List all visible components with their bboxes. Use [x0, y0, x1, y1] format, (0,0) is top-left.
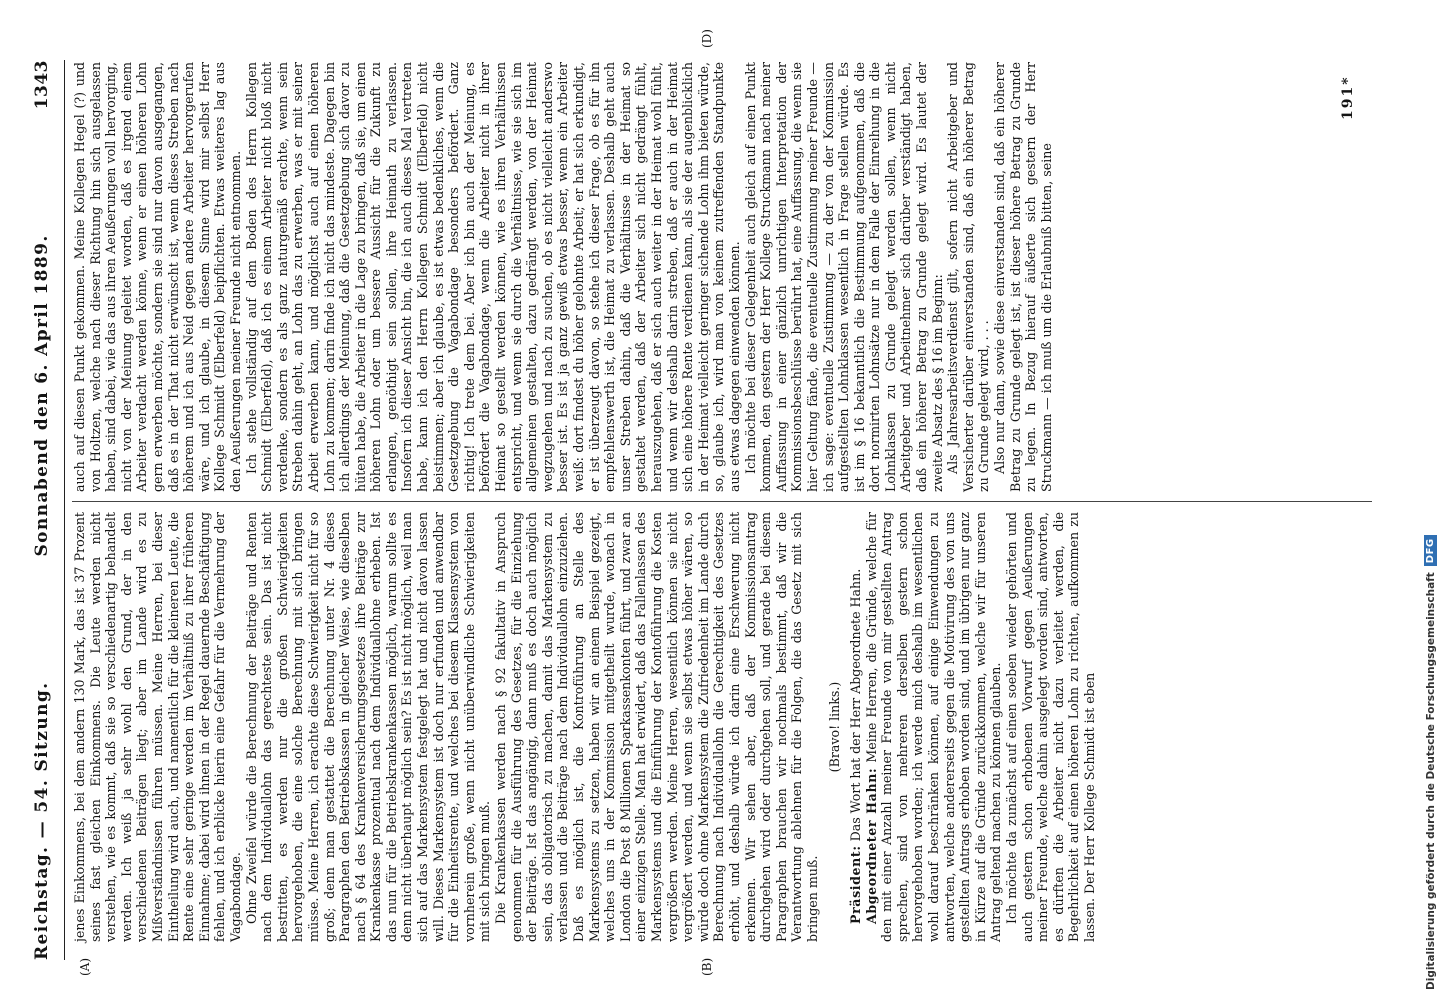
- right-column: [72, 62, 1412, 492]
- header-rule: [64, 60, 65, 960]
- hahn-paragraph-1: [864, 512, 1004, 942]
- president-speaker-label: Präsident:: [848, 845, 864, 924]
- signature-mark: 191*: [1340, 75, 1356, 120]
- attribution-text: Digitalisierung gefördert durch die Deutsche Forschungsgemeinschaft: [1424, 572, 1437, 990]
- right-quote: Als Jahresarbeitsverdienst gilt, sofern nicht Arbeitgeber und Versicherter darüber einverstanden sind, daß ein höherer Betrag zu Grunde gelegt wird, . . .: [945, 62, 992, 492]
- president-statement: [848, 512, 864, 942]
- left-paragraph-3: Die Krankenkassen werden nach § 92 fakultativ in Anspruch genommen für die Ausführung des Gesetzes, für die Einziehung der Beiträge. Ist das angängig, dann muß es doch auch möglich sein, das obligatorisch zu machen, damit das Markensystem zu verlassen und die Beiträge nach dem Individuallohn einzuziehen. Daß es möglich ist, die Kontroführung an Stelle des Markensystems zu setzen, haben wir an einem Beispiel gezeigt, welches uns in der Kommission mitgetheilt wurde, wonach in London die Post 8 Millionen Sparkassenkonten führt, und zwar an einer einzigen Stelle. Man hat erwidert, daß das Fallenlassen des Markensystems und die Einführung der Kontoführung die Kosten vergrößern werden. Meine Herren, wesentlich können sie nicht vergrößert werden, und wenn sie selbst etwas höher wären, so würde doch ohne Markensystem die Zufriedenheit im Lande durch Berechnung nach Individuallohn die Gerechtigkeit des Gesetzes erhöht, und deshalb würde ich darin eine Erschwerung nicht erkennen. Wir sehen aber, daß der Kommissionsantrag durchgehen wird oder durchgehen soll, und gerade bei diesem Paragraphen brauchen wir nochmals bestimmt, daß wir die Verantwortung ablehnen für die Folgen, die das Gesetz mit sich bringen muß.: [493, 512, 820, 942]
- right-paragraph-3: Ich möchte bei dieser Gelegenheit auch gleich auf einen Punkt kommen, den gestern der Herr Kollege Struckmann nach meiner Auffassung in einer gänzlich unrichtigen Interpretation der Kommissionsbeschlüsse berührt hat, eine Auffassung, die wenn sie hier Geltung fände, die eventuelle Zustimmung meiner Freunde — ich sage: eventuelle Zustimmung — zu der von der Kommission aufgestellten Lohnklassen wesentlich in Frage stellen würde. Es ist im § 16 bekanntlich die Bestimmung aufgenommen, daß die dort normirten Lohnsätze nur in dem Falle der Einreihung in die Lohnklassen zu Grunde gelegt werden sollen, wenn nicht Arbeitgeber und Arbeitnehmer sich darüber verständigt haben, daß ein höherer Betrag zu Grunde gelegt wird. Es lautet der zweite Absatz des § 16 im Beginn:: [742, 62, 945, 492]
- right-paragraph-1: auch auf diesen Punkt gekommen. Meine Kollegen Hegel (?) und von Holtzen, welche nach dieser Richtung hin sich ausgelassen haben, sind dabei, wie das aus ihren Aeußerungen voll hervorging, nicht von der Meinung geleitet worden, daß es irgend einem Arbeiter verdacht werden könne, wenn er einen höheren Lohn gern erwerben möchte, sondern sie sind nur davon ausgegangen, daß es in der That nicht erwünscht ist, wenn dieses Streben nach höherem und ich aus Neid gegen andere Arbeiter hervorgerufen wäre, und ich glaube, in diesem Sinne wird mir selbst Herr Kollege Schmidt (Elberfeld) beipflichten. Etwas weiteres lag aus den Aeußerungen meiner Freunde nicht entnommen.: [72, 62, 243, 492]
- running-head-title: Reichstag. — 54. Sitzung.: [32, 681, 52, 960]
- left-paragraph-2: Ohne Zweifel würde die Berechnung der Beiträge und Renten nach dem Individuallohn das gerechteste sein. Das ist nicht bestritten, es werden nur die großen Schwierigkeiten hervorgehoben, die eine solche Berechnung mit sich bringen müsse. Meine Herren, ich erachte diese Schwierigkeit nicht für so groß; denn man gestattet die Berechnung unter Nr. 4 dieses Paragraphen den Betriebskassen in gleicher Weise, wie dieselben nach § 64 des Krankenversicherungsgesetzes ihre Beiträge zur Krankenkasse prozentual nach dem Individuallohne erheben. Ist das nun für die Betriebskrankenkassen möglich, warum sollte es denn nicht überhaupt möglich sein? Es ist nicht möglich, weil man sich auf das Markensystem festgelegt hat und nicht davon lassen will. Dieses Markensystem ist doch nur erfunden und anwendbar für die Einheitsrente, und welches bei diesem Klassensystem von vornherein große, wenn nicht unüberwindliche Schwierigkeiten mit sich bringen muß.: [243, 512, 493, 942]
- right-paragraph-2: Ich stehe vollständig auf dem Boden des Herrn Kollegen Schmidt (Elberfeld), daß ich es einem Arbeiter nicht bloß nicht verdenke, sondern es als ganz naturgemäß erachte, wenn sein Streben dahin geht, an Lohn das zu erwerben, was er mit seiner Arbeit erwerben kann, und möglichst auch auf einen höheren Lohn zu kommen; darin finde ich nicht das mindeste. Dagegen bin ich allerdings der Meinung, daß die Gesetzgebung sich davor zu hüten habe, die Arbeiter in die Lage zu bringen, daß sie, um einen höheren Lohn oder um bessere Aussicht für die Zukunft zu erlangen, genöthigt sein sollen, ihre Heimath zu verlassen. Insofern ich dieser Ansicht bin, die ich auch dieses Mal vertreten habe, kann ich den Herrn Kollegen Schmidt (Elberfeld) nicht beistimmen; aber ich glaube, es ist etwas bedenkliches, wenn die Gesetzgebung die Vagabondage besonders befördert. Ganz richtig! Ich trete dem bei. Aber ich bin auch der Meinung, es befördert die Vagabondage, wenn die Arbeiter nicht in ihrer Heimat so gestellt werden können, wie es ihren Verhältnissen entspricht, und wenn sie durch die Verhältnisse, wie sie sich im allgemeinen gestalten, dazu gedrängt werden, von der Heimat wegzugehen und nach zu suchen, ob es nicht vielleicht anderswo besser ist. Es ist ja ganz gewiß etwas besser, wenn ein Arbeiter weiß: dort findest du höher gelohnte Arbeit; er hat sich erkundigt, er ist überzeugt davon, so stehe ich dieser Frage, ob es für ihn empfehlenswerth ist, die Heimat zu verlassen. Deshalb geht auch unser Streben dahin, daß die Verhältnisse in der Heimat so gestaltet werden, daß der Arbeiter sich nicht gedrängt fühlt, herauszugehen, daß er sich auch weiter in der Heimat wohl fühlt, und wenn wir deshalb darin streben, daß er auch in der Heimat sich eine höhere Rente verdienen kann, als sie der augenblicklich in der Heimat vielleicht geringer sichende Lohn ihm bieten würde, so, glaube ich, wird man von keinem zutreffenden Standpunkte aus etwas dagegen einwenden können.: [243, 62, 742, 492]
- running-head-page-number: 1343: [32, 60, 52, 110]
- margin-mark-b: (B): [700, 957, 714, 976]
- column-divider: [72, 501, 1372, 502]
- hahn-speaker-label: Abgeordneter Hahn:: [863, 767, 879, 924]
- dfg-logo-icon: DFG: [1424, 535, 1437, 566]
- left-paragraph-1: jenes Einkommens, bei dem andern 130 Mark, das ist 37 Prozent seines fast gleichen Einkommens. Die Leute werden nicht verstehen, wie es kommt, daß sie so verschiedenartig behandelt werden. Ich weiß ja sehr wohl den Grund, der in den verschiedenen Beiträgen liegt; aber im Lande wird es zu Mißverständnissen führen müssen. Meine Herren, bei dieser Eintheilung wird auch, und namentlich für die kleineren Leute, die Rente eine sehr geringe werden im Verhältniß zu ihrer früheren Einnahme; dabei wird ihnen in der Regel dauernde Beschäftigung fehlen, und ich erblicke hierin eine Gefahr für die Vermehrung der Vagabondage.: [72, 512, 243, 942]
- margin-mark-d: (D): [700, 29, 714, 48]
- president-text: Das Wort hat der Herr Abgeordnete Hahn.: [848, 568, 864, 842]
- hahn-text-1: Meine Herren, die Gründe, welche für den mit einer Anzahl meiner Freunde von mir gestellten Antrag sprechen, sind von mehreren derselben gestern schon hervorgehoben worden; ich werde mich deshalb im wesentlichen wohl darauf beschränken können, auf einige Einwendungen zu antworten, welche andererseits gegen die Motivirung des von uns gestellten Antrags erhoben worden sind, und im übrigen nur ganz in Kürze auf die Gründe zurückkommen, welche wir für unseren Antrag geltend machen zu können glauben.: [863, 512, 1004, 942]
- running-head-date: Sonnabend den 6. April 1889.: [32, 234, 52, 557]
- margin-mark-a: (A): [78, 957, 92, 976]
- hahn-paragraph-2: Ich möchte da zunächst auf einen soeben wieder gehörten und auch gestern schon erhobenen Vorwurf gegen Aeußerungen meiner Freunde, welche dahin ausgelegt worden sind, antworten, es dürften die Arbeiter nicht dazu verleitet werden, die Begehrlichkeit auf einen höheren Lohn zu richten, aufkommen zu lassen. Der Herr Kollege Schmidt ist eben: [1004, 512, 1097, 942]
- running-head: [32, 60, 62, 960]
- applause-note: (Bravo! links.): [826, 681, 842, 773]
- right-paragraph-5: Also nur dann, sowie diese einverstanden sind, daß ein höherer Betrag zu Grunde gelegt ist, ist dieser höhere Betrag zu Grunde zu legen. In Bezug hierauf äußerte sich gestern der Herr Struckmann — ich muß um die Erlaubniß bitten, seine: [992, 62, 1054, 492]
- attribution-text-block: [1424, 10, 1437, 990]
- left-column: [72, 512, 1412, 942]
